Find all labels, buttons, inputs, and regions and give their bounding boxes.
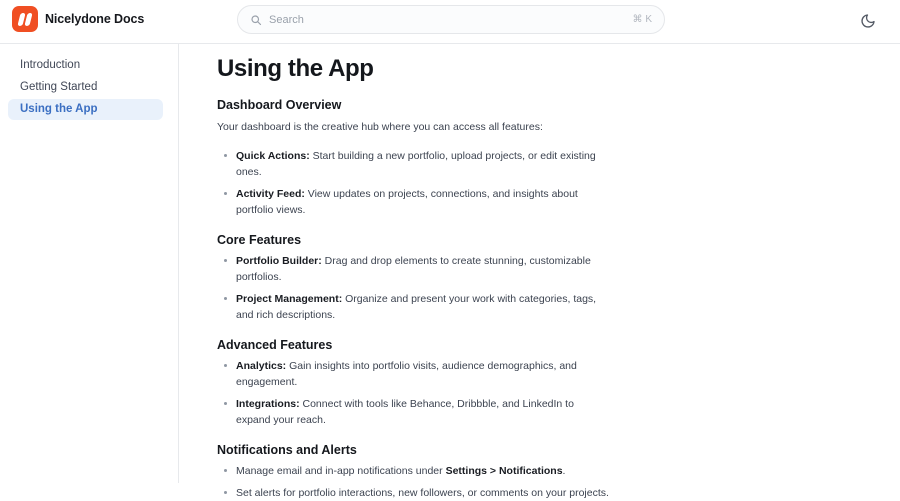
moon-icon <box>860 13 876 29</box>
section-heading: Notifications and Alerts <box>217 442 357 457</box>
bullet-list <box>217 148 900 218</box>
bullet-item: Manage email and in-app notifications under Settings > Notifications. <box>217 463 611 479</box>
brand-title: Nicelydone Docs <box>45 12 145 26</box>
search-shortcut: ⌘ K <box>632 14 652 25</box>
doc-section <box>217 97 900 218</box>
sidebar-item-using-the-app[interactable]: Using the App <box>8 99 163 120</box>
bullet-item: Activity Feed: View updates on projects, connections, and insights about portfolio views. <box>217 186 611 218</box>
nicelydone-logo-icon <box>12 6 38 32</box>
page-title: Using the App <box>217 55 374 82</box>
doc-section <box>217 442 900 501</box>
sidebar-item-getting-started[interactable]: Getting Started <box>20 81 98 93</box>
bullet-list <box>217 463 900 501</box>
bullet-list <box>217 358 900 428</box>
section-heading: Advanced Features <box>217 337 333 352</box>
bullet-item: Project Management: Organize and present your work with categories, tags, and rich descriptions. <box>217 291 611 323</box>
bullet-item: Analytics: Gain insights into portfolio visits, audience demographics, and engagement. <box>217 358 611 390</box>
brand[interactable] <box>12 6 144 32</box>
doc-section <box>217 232 900 323</box>
section-heading: Core Features <box>217 232 302 247</box>
sidebar-item-introduction[interactable]: Introduction <box>20 59 81 71</box>
bullet-item: Integrations: Connect with tools like Behance, Dribbble, and LinkedIn to expand your reach. <box>217 396 611 428</box>
bullet-list <box>217 253 900 323</box>
bullet-item: Set alerts for portfolio interactions, new followers, or comments on your projects. <box>217 485 611 501</box>
bullet-item: Portfolio Builder: Drag and drop elements to create stunning, customizable portfolios. <box>217 253 611 285</box>
section-intro: Your dashboard is the creative hub where you can access all features: <box>217 120 543 133</box>
section-heading: Dashboard Overview <box>217 97 342 112</box>
app-header <box>0 0 900 44</box>
sections-container <box>217 97 900 501</box>
dark-mode-toggle[interactable] <box>855 8 881 34</box>
search-icon <box>250 14 262 26</box>
search-bar[interactable] <box>237 5 665 34</box>
search-input[interactable] <box>269 14 626 26</box>
main-content <box>179 44 900 499</box>
doc-section <box>217 337 900 428</box>
bullet-item: Quick Actions: Start building a new portfolio, upload projects, or edit existing ones. <box>217 148 611 180</box>
sidebar-nav <box>0 44 179 483</box>
page-body <box>0 44 900 499</box>
